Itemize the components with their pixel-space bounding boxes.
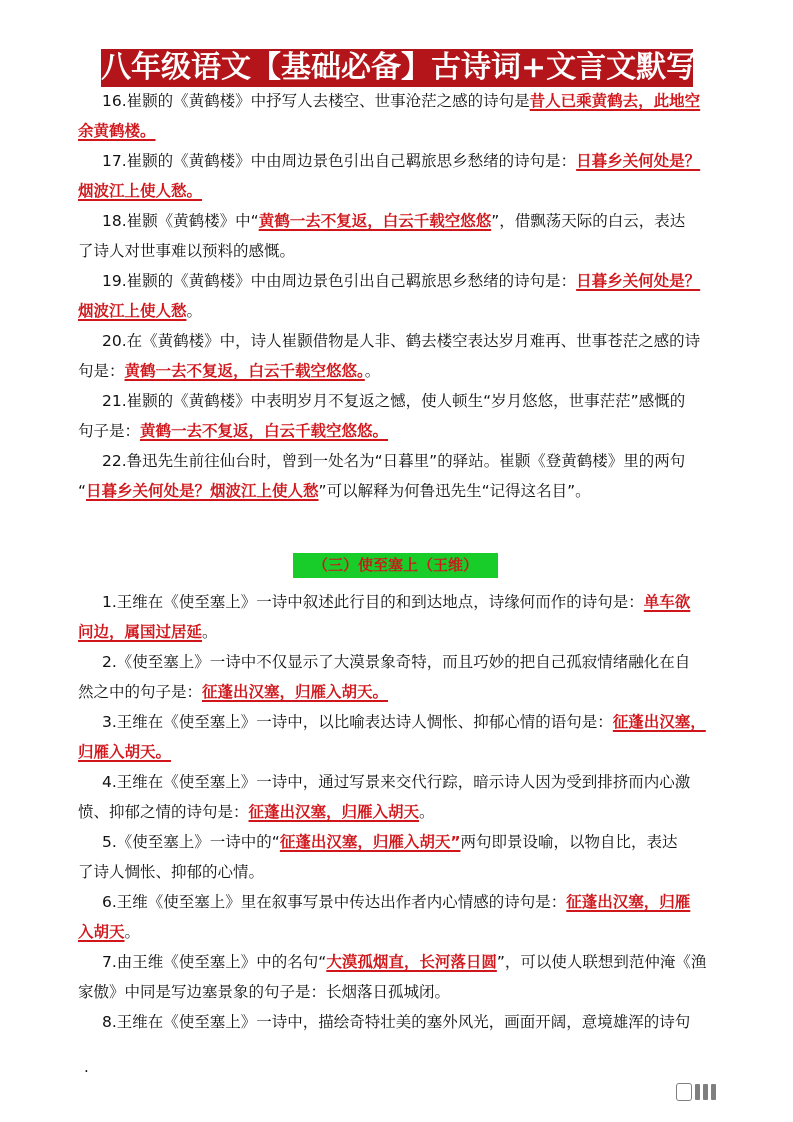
question-line xyxy=(78,146,721,176)
question-item xyxy=(78,947,721,1007)
question-line xyxy=(78,887,721,917)
answer-text: 日暮乡关何处是？烟波江上使人愁 xyxy=(86,482,319,500)
answer-text: 归雁入胡天。 xyxy=(78,743,172,761)
question-line xyxy=(78,476,721,506)
question-line xyxy=(78,617,721,647)
question-line xyxy=(78,677,721,707)
answer-text: 烟波江上使人愁。 xyxy=(78,182,203,200)
question-line xyxy=(78,386,721,416)
page-title-banner: 八年级语文【基础必备】古诗词+文言文默写 xyxy=(101,50,697,85)
question-text: 。 xyxy=(419,803,435,821)
question-text: 家傲》中同是写边塞景象的句子是：长烟落日孤城闭。 xyxy=(78,983,451,1001)
question-text: ”，借飘荡天际的白云，表达 xyxy=(491,212,686,230)
question-line xyxy=(78,737,721,767)
answer-text: 单车欲 xyxy=(643,593,691,611)
question-line xyxy=(78,236,721,266)
question-line xyxy=(78,266,721,296)
question-line xyxy=(78,416,721,446)
watermark-box-icon xyxy=(676,1083,692,1101)
question-line xyxy=(78,827,721,857)
question-text: 6.王维《使至塞上》里在叙事写景中传达出作者内心情感的诗句是： xyxy=(102,893,567,911)
trailing-dot: . xyxy=(84,1058,89,1076)
question-line xyxy=(78,176,721,206)
question-line xyxy=(78,296,721,326)
answer-text: 昔人已乘黄鹤去，此地空 xyxy=(529,92,701,110)
question-text: 16.崔颢的《黄鹤楼》中抒写人去楼空、世事沧茫之感的诗句是 xyxy=(102,92,530,110)
question-line xyxy=(78,587,721,617)
question-item xyxy=(78,707,721,767)
question-item xyxy=(78,446,721,506)
question-item xyxy=(78,887,721,947)
question-text: 。 xyxy=(186,302,203,320)
question-line xyxy=(78,206,721,236)
question-text: ”可以解释为何鲁迅先生“记得这名目”。 xyxy=(318,482,591,500)
question-line xyxy=(78,767,721,797)
question-line xyxy=(78,356,721,386)
question-text: 。 xyxy=(124,923,141,941)
watermark-bar-icon xyxy=(711,1084,716,1100)
question-line xyxy=(78,917,721,947)
answer-text: 黄鹤一去不复返，白云千载空悠悠 xyxy=(258,212,492,230)
question-line xyxy=(78,797,721,827)
answer-text: 征蓬出汉塞，归雁入胡天。 xyxy=(202,683,389,701)
answer-text: 征蓬出汉塞，归雁入胡天 xyxy=(248,803,420,821)
question-item xyxy=(78,206,721,266)
answer-text: 问边，属国过居延 xyxy=(78,623,203,641)
watermark-bar-icon xyxy=(695,1084,700,1100)
question-item xyxy=(78,86,721,146)
question-text: 。 xyxy=(364,362,381,380)
question-list-envoy-frontier xyxy=(78,587,721,1037)
question-text: 1.王维在《使至塞上》一诗中叙述此行目的和到达地点，诗缘何而作的诗句是： xyxy=(102,593,644,611)
question-line xyxy=(78,647,721,677)
question-item xyxy=(78,1007,721,1037)
answer-text: 日暮乡关何处是？ xyxy=(576,272,701,290)
question-line xyxy=(78,116,721,146)
question-text: 了诗人对世事难以预料的感慨。 xyxy=(78,242,296,260)
question-item xyxy=(78,146,721,206)
question-line xyxy=(78,326,721,356)
question-list-yellow-crane xyxy=(78,86,721,506)
watermark-bar-icon xyxy=(703,1084,708,1100)
question-item xyxy=(78,386,721,446)
question-text: 愤、抑郁之情的诗句是： xyxy=(78,803,249,821)
question-line xyxy=(78,857,721,887)
question-text: 18.崔颢《黄鹤楼》中“ xyxy=(102,212,259,230)
answer-text: 黄鹤一去不复返，白云千载空悠悠。 xyxy=(140,422,389,440)
question-item xyxy=(78,326,721,386)
question-text: 5.《使至塞上》一诗中的“ xyxy=(102,833,280,851)
question-text: 8.王维在《使至塞上》一诗中，描绘奇特壮美的塞外风光，画面开阔，意境雄浑的诗句 xyxy=(102,1013,691,1031)
question-text: 7.由王维《使至塞上》中的名句“ xyxy=(102,953,327,971)
question-text: 两句即景设喻，以物自比，表达 xyxy=(460,833,678,851)
question-item xyxy=(78,587,721,647)
question-text: 22.鲁迅先生前往仙台时，曾到一处名为“日暮里”的驿站。崔颢《登黄鹤楼》里的两句 xyxy=(102,452,686,470)
question-line xyxy=(78,446,721,476)
question-text: 然之中的句子是： xyxy=(78,683,203,701)
section-title: （三）使至塞上（王维） xyxy=(293,553,498,578)
watermark-logo xyxy=(676,1078,776,1106)
answer-text: 大漠孤烟直，长河落日圆 xyxy=(326,953,497,971)
question-item xyxy=(78,827,721,887)
answer-text: 入胡天 xyxy=(78,923,125,941)
question-item xyxy=(78,767,721,827)
answer-text: 征蓬出汉塞，归雁入胡天” xyxy=(279,833,461,851)
question-text: 19.崔颢的《黄鹤楼》中由周边景色引出自己羁旅思乡愁绪的诗句是： xyxy=(102,272,577,290)
question-line xyxy=(78,86,721,116)
answer-text: 征蓬出汉塞，归雁 xyxy=(566,893,691,911)
answer-text: 烟波江上使人愁 xyxy=(78,302,187,320)
question-item xyxy=(78,647,721,707)
question-text: 2.《使至塞上》一诗中不仅显示了大漠景象奇特，而且巧妙的把自己孤寂情绪融化在自 xyxy=(102,653,691,671)
answer-text: 征蓬出汉塞， xyxy=(612,713,706,731)
question-line xyxy=(78,947,721,977)
question-text: 20.在《黄鹤楼》中，诗人崔颢借物是人非、鹤去楼空表达岁月难再、世事苍茫之感的诗 xyxy=(102,332,701,350)
question-line xyxy=(78,707,721,737)
question-text: 4.王维在《使至塞上》一诗中，通过写景来交代行踪，暗示诗人因为受到排挤而内心激 xyxy=(102,773,691,791)
question-line xyxy=(78,1007,721,1037)
question-text: 21.崔颢的《黄鹤楼》中表明岁月不复返之憾，使人顿生“岁月悠悠，世事茫茫”感慨的 xyxy=(102,392,686,410)
question-text: 了诗人惆怅、抑郁的心情。 xyxy=(78,863,265,881)
answer-text: 黄鹤一去不复返，白云千载空悠悠。 xyxy=(124,362,365,380)
question-text: 句是： xyxy=(78,362,125,380)
question-item xyxy=(78,266,721,326)
question-text: ”，可以使人联想到范仲淹《渔 xyxy=(496,953,707,971)
answer-text: 日暮乡关何处是？ xyxy=(576,152,701,170)
question-text: 17.崔颢的《黄鹤楼》中由周边景色引出自己羁旅思乡愁绪的诗句是： xyxy=(102,152,577,170)
answer-text: 余黄鹤楼。 xyxy=(78,122,156,140)
question-text: 。 xyxy=(202,623,218,641)
question-text: 3.王维在《使至塞上》一诗中，以比喻表达诗人惆怅、抑郁心情的语句是： xyxy=(102,713,613,731)
question-text: “ xyxy=(78,482,87,500)
question-text: 句子是： xyxy=(78,422,141,440)
question-line xyxy=(78,977,721,1007)
